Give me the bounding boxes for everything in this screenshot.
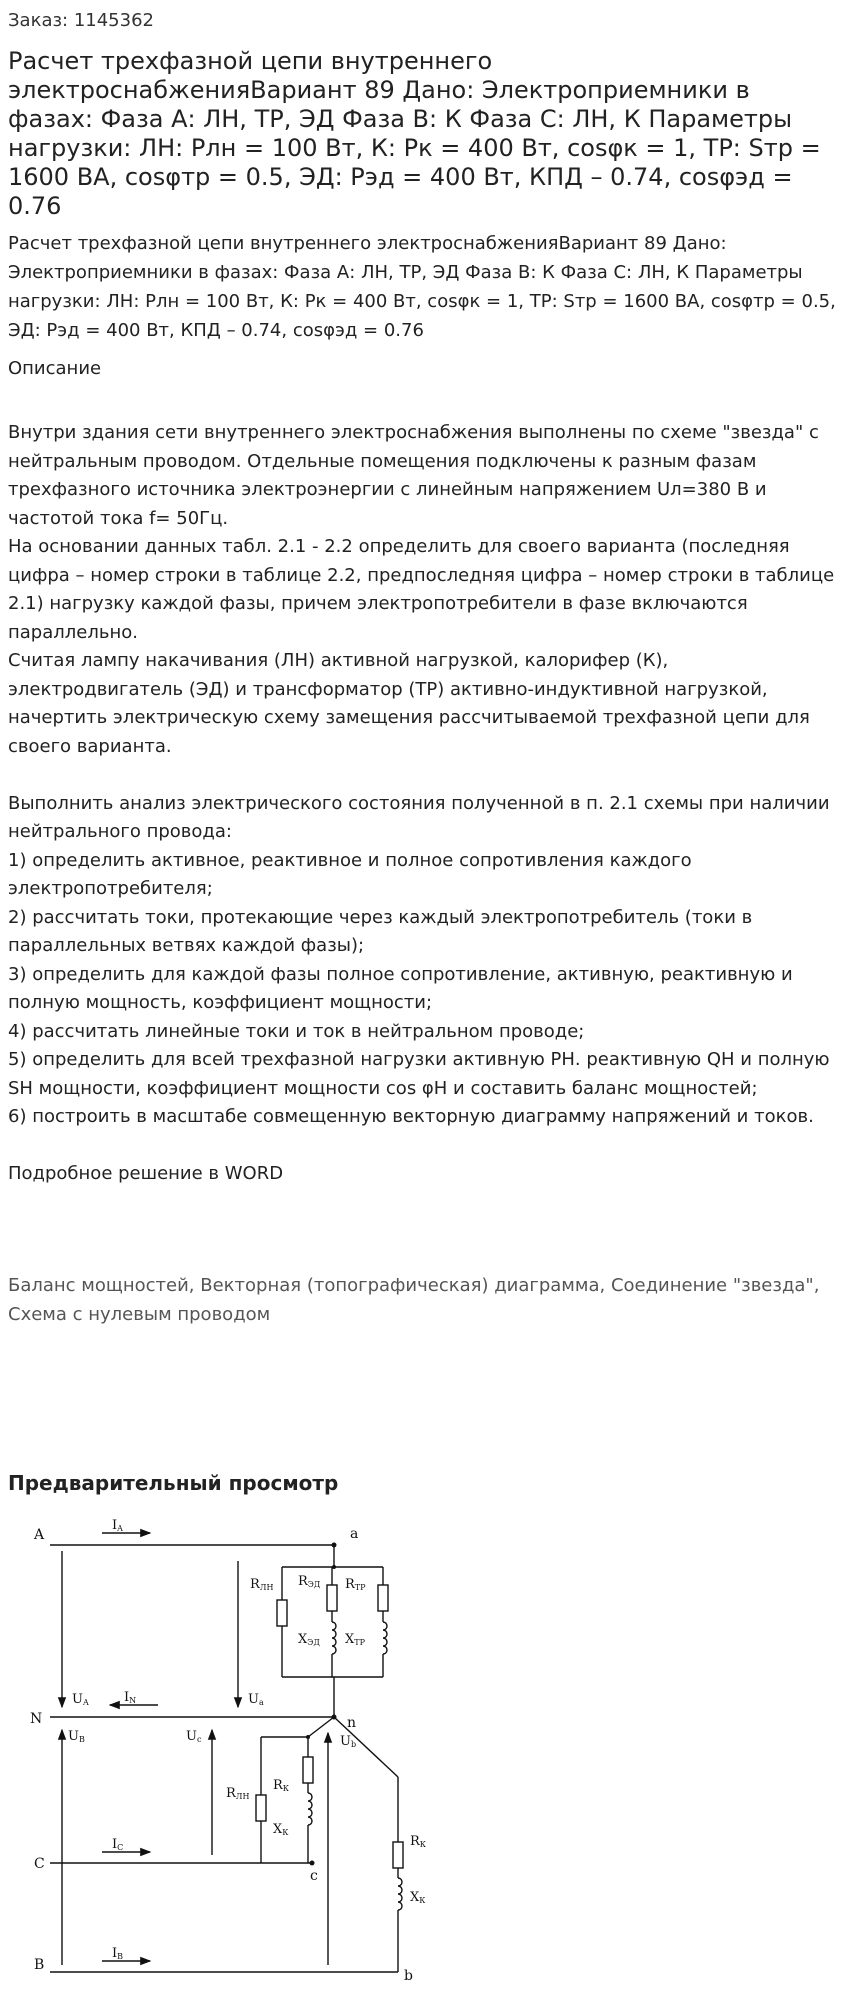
- label-voltage-ua: UA: [72, 1692, 89, 1707]
- description-paragraph: Внутри здания сети внутреннего электроснабжения выполнены по схеме "звезда" с нейтральным проводом. Отдельные помещения подключены к разным фазам трехфазного источника электроэнергии с линейным напряжением Uл=380 В и частотой тока f= 50Гц.: [8, 422, 819, 529]
- label-n-source: N: [30, 1711, 43, 1727]
- page-title: Расчет трехфазной цепи внутреннего электроснабженияВариант 89 Дано: Электроприемники в фазах: Фаза А: ЛН, ТР, ЭД Фаза В: К Фаза С: ЛН, К Параметры нагрузки: ЛН: Рлн = 100 Вт, К: Рк = 400 Вт, cosφк = 1, ТР: Sтр = 1600 ВА, cosφтр = 0.5, ЭД: Рэд = 400 Вт, КПД – 0.74, cosφэд = 0.76: [8, 47, 821, 220]
- task-item: 2) рассчитать токи, протекающие через каждый электропотребитель (токи в параллельных ветвях каждой фазы);: [8, 906, 753, 956]
- description-paragraph: На основании данных табл. 2.1 - 2.2 определить для своего варианта (последняя цифра – номер строки в таблице 2.2, предпоследняя цифра – номер строки в таблице 2.1) нагрузку каждой фазы, причем электропотребители в фазе включаются параллельно.: [8, 536, 835, 643]
- tag-separator: ,: [188, 1275, 201, 1296]
- resistor-tr: [378, 1585, 388, 1611]
- label-x-k-b: XК: [410, 1890, 426, 1905]
- order-number: Заказ: 1145362: [8, 10, 154, 31]
- label-x-ed: XЭД: [298, 1632, 320, 1647]
- label-r-ln-c: RЛН: [226, 1786, 250, 1801]
- label-x-tr: XТР: [345, 1632, 365, 1647]
- label-r-ed: RЭД: [298, 1574, 321, 1589]
- node: [306, 1735, 310, 1739]
- label-x-k-c: XК: [273, 1822, 289, 1837]
- label-b-node: b: [404, 1968, 413, 1984]
- task-summary: Расчет трехфазной цепи внутреннего электроснабженияВариант 89 Дано: Электроприемники в фазах: Фаза А: ЛН, ТР, ЭД Фаза В: К Фаза С: ЛН, К Параметры нагрузки: ЛН: Рлн = 100 Вт, К: Рк = 400 Вт, cosφк = 1, ТР: Sтр = 1600 ВА, cosφтр = 0.5, ЭД: Рэд = 400 Вт, КПД – 0.74, cosφэд = 0.76: [8, 233, 836, 341]
- spacer: [8, 1132, 838, 1161]
- label-b-source: B: [34, 1957, 45, 1973]
- description-heading: Описание: [8, 358, 102, 379]
- inductor-k-c: [308, 1793, 312, 1825]
- label-current-ib: IB: [112, 1946, 124, 1961]
- label-r-k-c: RК: [273, 1778, 289, 1793]
- node: [332, 1565, 336, 1569]
- label-current-in: IN: [124, 1690, 137, 1705]
- tag-separator: ,: [599, 1275, 611, 1296]
- label-r-tr: RТР: [345, 1577, 366, 1592]
- label-voltage-uc: Uc: [186, 1729, 202, 1744]
- label-n-node: n: [347, 1715, 357, 1731]
- task-item: 6) построить в масштабе совмещенную векторную диаграмму напряжений и токов.: [8, 1106, 814, 1127]
- label-voltage-ub: UB: [68, 1729, 85, 1744]
- spacer: [8, 761, 838, 790]
- circuit-diagram: [0, 1505, 847, 2001]
- tag-list: [8, 1272, 838, 1329]
- description-paragraph: Выполнить анализ электрического состояния полученной в п. 2.1 схемы при наличии нейтрального провода:: [8, 792, 830, 842]
- inductor-ed: [332, 1622, 336, 1654]
- node-c: [310, 1861, 315, 1866]
- description-paragraph: Считая лампу накачивания (ЛН) активной нагрузкой, калорифер (К), электродвигатель (ЭД) и трансформатор (ТР) активно-индуктивной нагрузкой, начертить электрическую схему замещения рассчитываемой трехфазной цепи для своего варианта.: [8, 650, 810, 757]
- inductor-tr: [383, 1622, 387, 1654]
- task-item: 4) рассчитать линейные токи и ток в нейтральном проводе;: [8, 1020, 585, 1042]
- solution-note: Подробное решение в WORD: [8, 1163, 284, 1184]
- wire: [308, 1717, 334, 1737]
- tag-link[interactable]: Схема с нулевым проводом: [8, 1303, 271, 1325]
- resistor-ed: [327, 1585, 337, 1611]
- label-voltage-ub-phase: Ub: [340, 1734, 357, 1749]
- label-r-k-b: RК: [410, 1834, 426, 1849]
- label-r-ln-a: RЛН: [250, 1577, 274, 1592]
- tag-link[interactable]: Векторная (топографическая) диаграмма: [200, 1275, 600, 1296]
- label-c-source: C: [34, 1856, 45, 1872]
- inductor-k-b: [398, 1878, 402, 1910]
- resistor-k-b: [393, 1842, 403, 1868]
- tag-link[interactable]: Баланс мощностей: [8, 1275, 189, 1296]
- description-body: [8, 419, 838, 1189]
- tag-separator: ,: [813, 1275, 820, 1296]
- label-c-node: c: [310, 1868, 318, 1884]
- resistor-ln-c: [256, 1795, 266, 1821]
- tag-link[interactable]: Соединение "звезда": [610, 1275, 814, 1296]
- task-item: 5) определить для всей трехфазной нагрузки активную PН. реактивную QН и полную SН мощности, коэффициент мощности cos φН и составить баланс мощностей;: [8, 1049, 830, 1099]
- label-a-node: a: [350, 1526, 359, 1542]
- label-a-source: A: [34, 1527, 45, 1543]
- preview-heading: Предварительный просмотр: [8, 1471, 339, 1495]
- label-current-ia: IA: [112, 1518, 123, 1533]
- task-item: 3) определить для каждой фазы полное сопротивление, активную, реактивную и полную мощность, коэффициент мощности;: [8, 963, 793, 1013]
- label-current-ic: IC: [112, 1837, 124, 1852]
- task-item: 1) определить активное, реактивное и полное сопротивления каждого электропотребителя;: [8, 849, 692, 899]
- node-n: [332, 1715, 337, 1720]
- resistor-k-c: [303, 1757, 313, 1783]
- label-voltage-ua-phase: Ua: [248, 1692, 264, 1707]
- resistor-ln-a: [277, 1600, 287, 1626]
- node-a: [332, 1543, 337, 1548]
